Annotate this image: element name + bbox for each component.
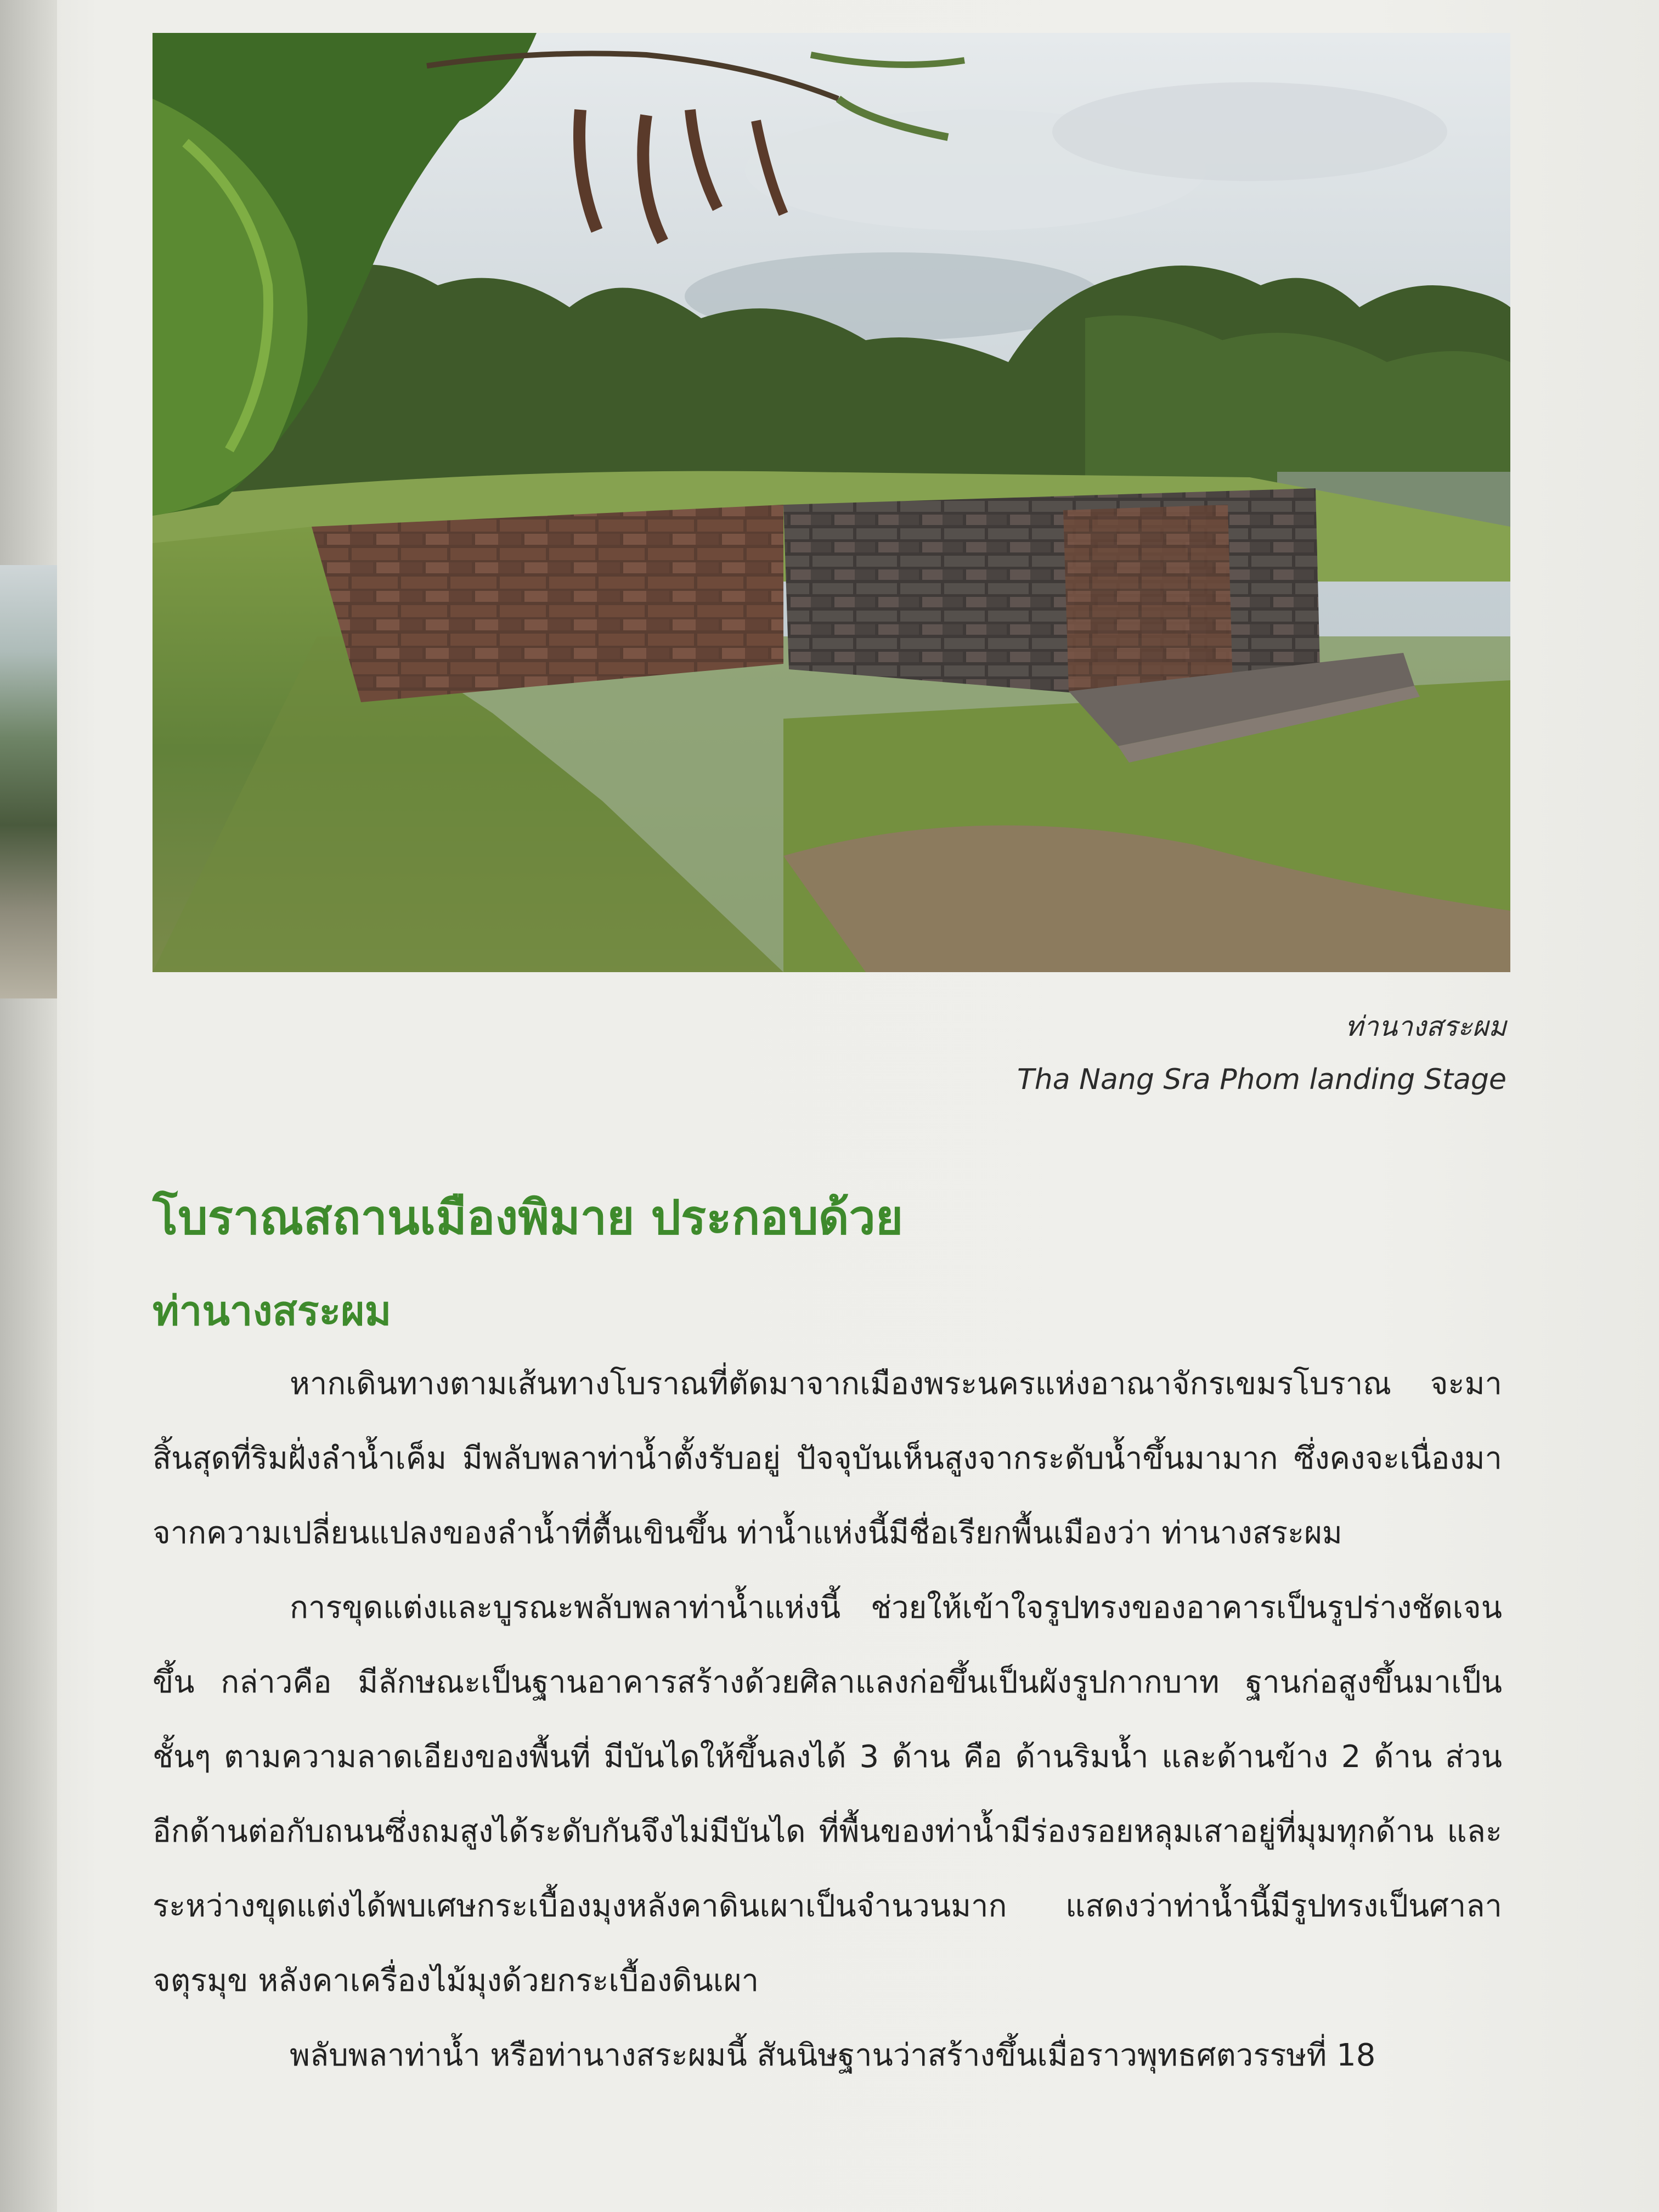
photo-caption-thai: ท่านางสระผม xyxy=(1345,1011,1506,1042)
section-subheading: ท่านางสระผม xyxy=(153,1288,392,1335)
facing-page-photo-edge xyxy=(0,565,57,998)
photo-caption-english: Tha Nang Sra Phom landing Stage xyxy=(1017,1063,1506,1096)
ruin-photo-drawing xyxy=(153,33,1510,972)
body-text xyxy=(153,1347,1502,2093)
facing-page-edge xyxy=(0,0,57,2212)
paragraph-1: หากเดินทางตามเส้นทางโบราณที่ตัดมาจากเมืองพระนครแห่งอาณาจักรเขมรโบราณ จะมาสิ้นสุดที่ริมฝั่งลำน้ำเค็ม มีพลับพลาท่าน้ำตั้งรับอยู่ ปัจจุบันเห็นสูงจากระดับน้ำขึ้นมามาก ซึ่งคงจะเนื่องมาจากความเปลี่ยนแปลงของลำน้ำที่ตื้นเขินขึ้น ท่าน้ำแห่งนี้มีชื่อเรียกพื้นเมืองว่า ท่านางสระผม xyxy=(153,1366,1502,1551)
section-heading: โบราณสถานเมืองพิมาย ประกอบด้วย xyxy=(153,1190,904,1245)
paragraph-2: การขุดแต่งและบูรณะพลับพลาท่าน้ำแห่งนี้ ช่วยให้เข้าใจรูปทรงของอาคารเป็นรูปร่างชัดเจนขึ้น กล่าวคือ มีลักษณะเป็นฐานอาคารสร้างด้วยศิลาแลงก่อขึ้นเป็นผังรูปกากบาท ฐานก่อสูงขึ้นมาเป็นชั้นๆ ตามความลาดเอียงของพื้นที่ มีบันไดให้ขึ้นลงได้ 3 ด้าน คือ ด้านริมน้ำ และด้านข้าง 2 ด้าน ส่วนอีกด้านต่อกับถนนซึ่งถมสูงได้ระดับกันจึงไม่มีบันได ที่พื้นของท่าน้ำมีร่องรอยหลุมเสาอยู่ที่มุมทุกด้าน และระหว่างขุดแต่งได้พบเศษกระเบื้องมุงหลังคาดินเผาเป็นจำนวนมาก แสดงว่าท่าน้ำนี้มีรูปทรงเป็นศาลาจตุรมุข หลังคาเครื่องไม้มุงด้วยกระเบื้องดินเผา xyxy=(153,1590,1502,1999)
paragraph-3: พลับพลาท่าน้ำ หรือท่านางสระผมนี้ สันนิษฐานว่าสร้างขึ้นเมื่อราวพุทธศตวรรษที่ 18 xyxy=(290,2038,1376,2073)
ruin-photo xyxy=(153,33,1510,972)
